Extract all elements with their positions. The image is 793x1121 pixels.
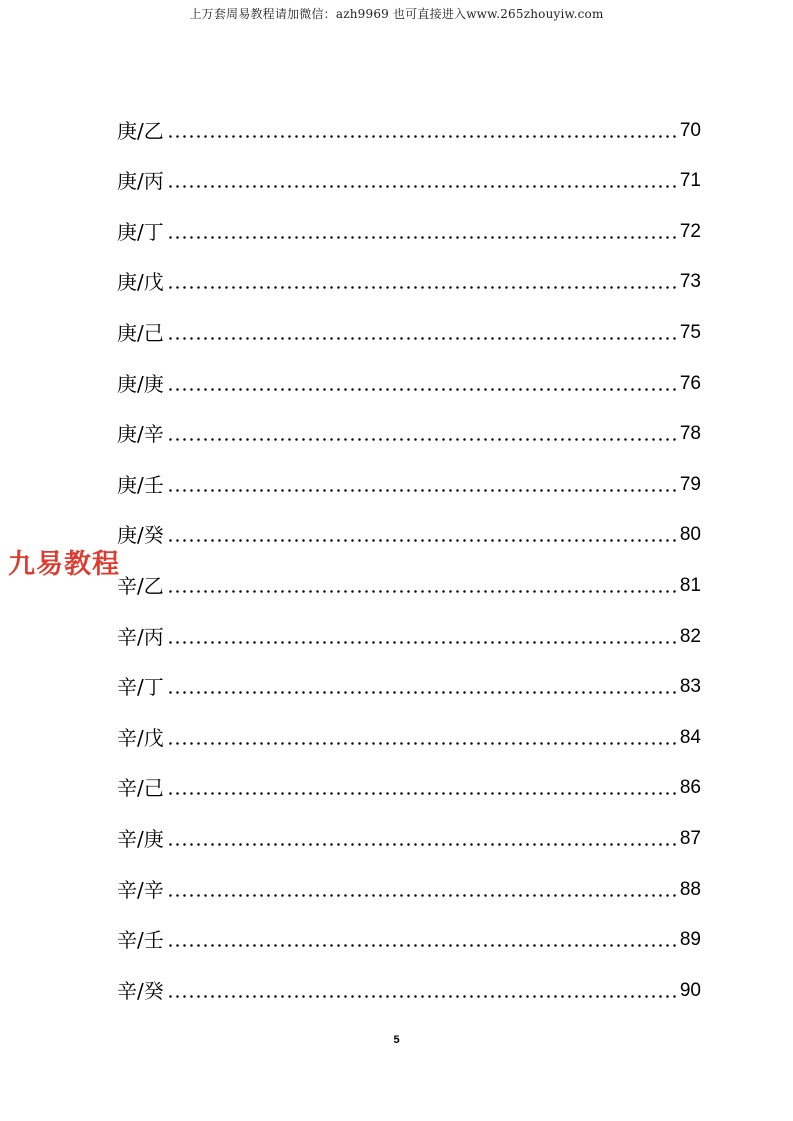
toc-entry-label: 庚/庚 bbox=[117, 371, 164, 396]
toc-entry-page: 86 bbox=[679, 777, 701, 799]
toc-entry-label: 庚/丙 bbox=[117, 169, 164, 194]
toc-entry[interactable] bbox=[117, 310, 701, 361]
toc-entry[interactable] bbox=[117, 209, 701, 260]
toc-entry-page: 80 bbox=[679, 524, 701, 546]
toc-entry-label: 辛/壬 bbox=[117, 928, 164, 953]
toc-entry[interactable] bbox=[117, 108, 701, 159]
toc-entry-page: 81 bbox=[679, 574, 701, 596]
dot-leader bbox=[167, 286, 677, 289]
toc-entry-page: 78 bbox=[679, 423, 701, 445]
toc-entry[interactable] bbox=[117, 665, 701, 716]
toc-entry[interactable] bbox=[117, 159, 701, 210]
toc-entry-label: 辛/丁 bbox=[117, 675, 164, 700]
toc-entry-label: 庚/己 bbox=[117, 320, 164, 345]
toc-entry[interactable] bbox=[117, 412, 701, 463]
toc-entry-label: 辛/戊 bbox=[117, 725, 164, 750]
toc-entry-label: 庚/乙 bbox=[117, 118, 164, 143]
toc-entry[interactable] bbox=[117, 260, 701, 311]
dot-leader bbox=[167, 337, 677, 340]
toc-entry[interactable] bbox=[117, 715, 701, 766]
page-number: 5 bbox=[393, 1034, 400, 1046]
dot-leader bbox=[167, 641, 677, 644]
toc-entry-page: 72 bbox=[679, 220, 701, 242]
dot-leader bbox=[167, 843, 677, 846]
dot-leader bbox=[167, 489, 677, 492]
toc-entry-page: 89 bbox=[679, 929, 701, 951]
dot-leader bbox=[167, 792, 677, 795]
toc-entry-page: 87 bbox=[679, 827, 701, 849]
toc-entry-label: 辛/癸 bbox=[117, 978, 164, 1003]
dot-leader bbox=[167, 438, 677, 441]
toc-entry[interactable] bbox=[117, 614, 701, 665]
toc-entry-label: 庚/戊 bbox=[117, 270, 164, 295]
toc-entry[interactable] bbox=[117, 918, 701, 969]
table-of-contents bbox=[117, 108, 701, 1019]
dot-leader bbox=[167, 691, 677, 694]
toc-entry-page: 88 bbox=[679, 878, 701, 900]
toc-entry-page: 79 bbox=[679, 473, 701, 495]
toc-entry[interactable] bbox=[117, 361, 701, 412]
toc-entry-label: 庚/癸 bbox=[117, 523, 164, 548]
dot-leader bbox=[167, 944, 677, 947]
dot-leader bbox=[167, 135, 677, 138]
watermark-logo-text: 九易教程 bbox=[8, 549, 120, 580]
dot-leader bbox=[167, 236, 677, 239]
toc-entry-page: 84 bbox=[679, 726, 701, 748]
dot-leader bbox=[167, 388, 677, 391]
toc-entry-page: 90 bbox=[679, 979, 701, 1001]
toc-entry-page: 82 bbox=[679, 625, 701, 647]
toc-entry-page: 75 bbox=[679, 321, 701, 343]
dot-leader bbox=[167, 590, 677, 593]
dot-leader bbox=[167, 185, 677, 188]
toc-entry-page: 70 bbox=[679, 119, 701, 141]
toc-entry-label: 庚/辛 bbox=[117, 422, 164, 447]
dot-leader bbox=[167, 539, 677, 542]
toc-entry-label: 庚/丁 bbox=[117, 219, 164, 244]
toc-entry[interactable] bbox=[117, 816, 701, 867]
toc-entry[interactable] bbox=[117, 513, 701, 564]
toc-entry-page: 71 bbox=[679, 170, 701, 192]
toc-entry-page: 73 bbox=[679, 271, 701, 293]
toc-entry-label: 辛/己 bbox=[117, 776, 164, 801]
toc-entry[interactable] bbox=[117, 563, 701, 614]
toc-entry[interactable] bbox=[117, 766, 701, 817]
dot-leader bbox=[167, 995, 677, 998]
dot-leader bbox=[167, 894, 677, 897]
dot-leader bbox=[167, 742, 677, 745]
toc-entry-label: 辛/乙 bbox=[117, 573, 164, 598]
toc-entry-label: 庚/壬 bbox=[117, 472, 164, 497]
toc-entry[interactable] bbox=[117, 462, 701, 513]
toc-entry-label: 辛/庚 bbox=[117, 826, 164, 851]
toc-entry[interactable] bbox=[117, 968, 701, 1019]
toc-entry-page: 83 bbox=[679, 676, 701, 698]
toc-entry-page: 76 bbox=[679, 372, 701, 394]
page-header-watermark-text: 上万套周易教程请加微信：azh9969 也可直接进入www.265zhouyiw.com bbox=[189, 7, 604, 21]
toc-entry[interactable] bbox=[117, 867, 701, 918]
toc-entry-label: 辛/辛 bbox=[117, 877, 164, 902]
toc-entry-label: 辛/丙 bbox=[117, 624, 164, 649]
